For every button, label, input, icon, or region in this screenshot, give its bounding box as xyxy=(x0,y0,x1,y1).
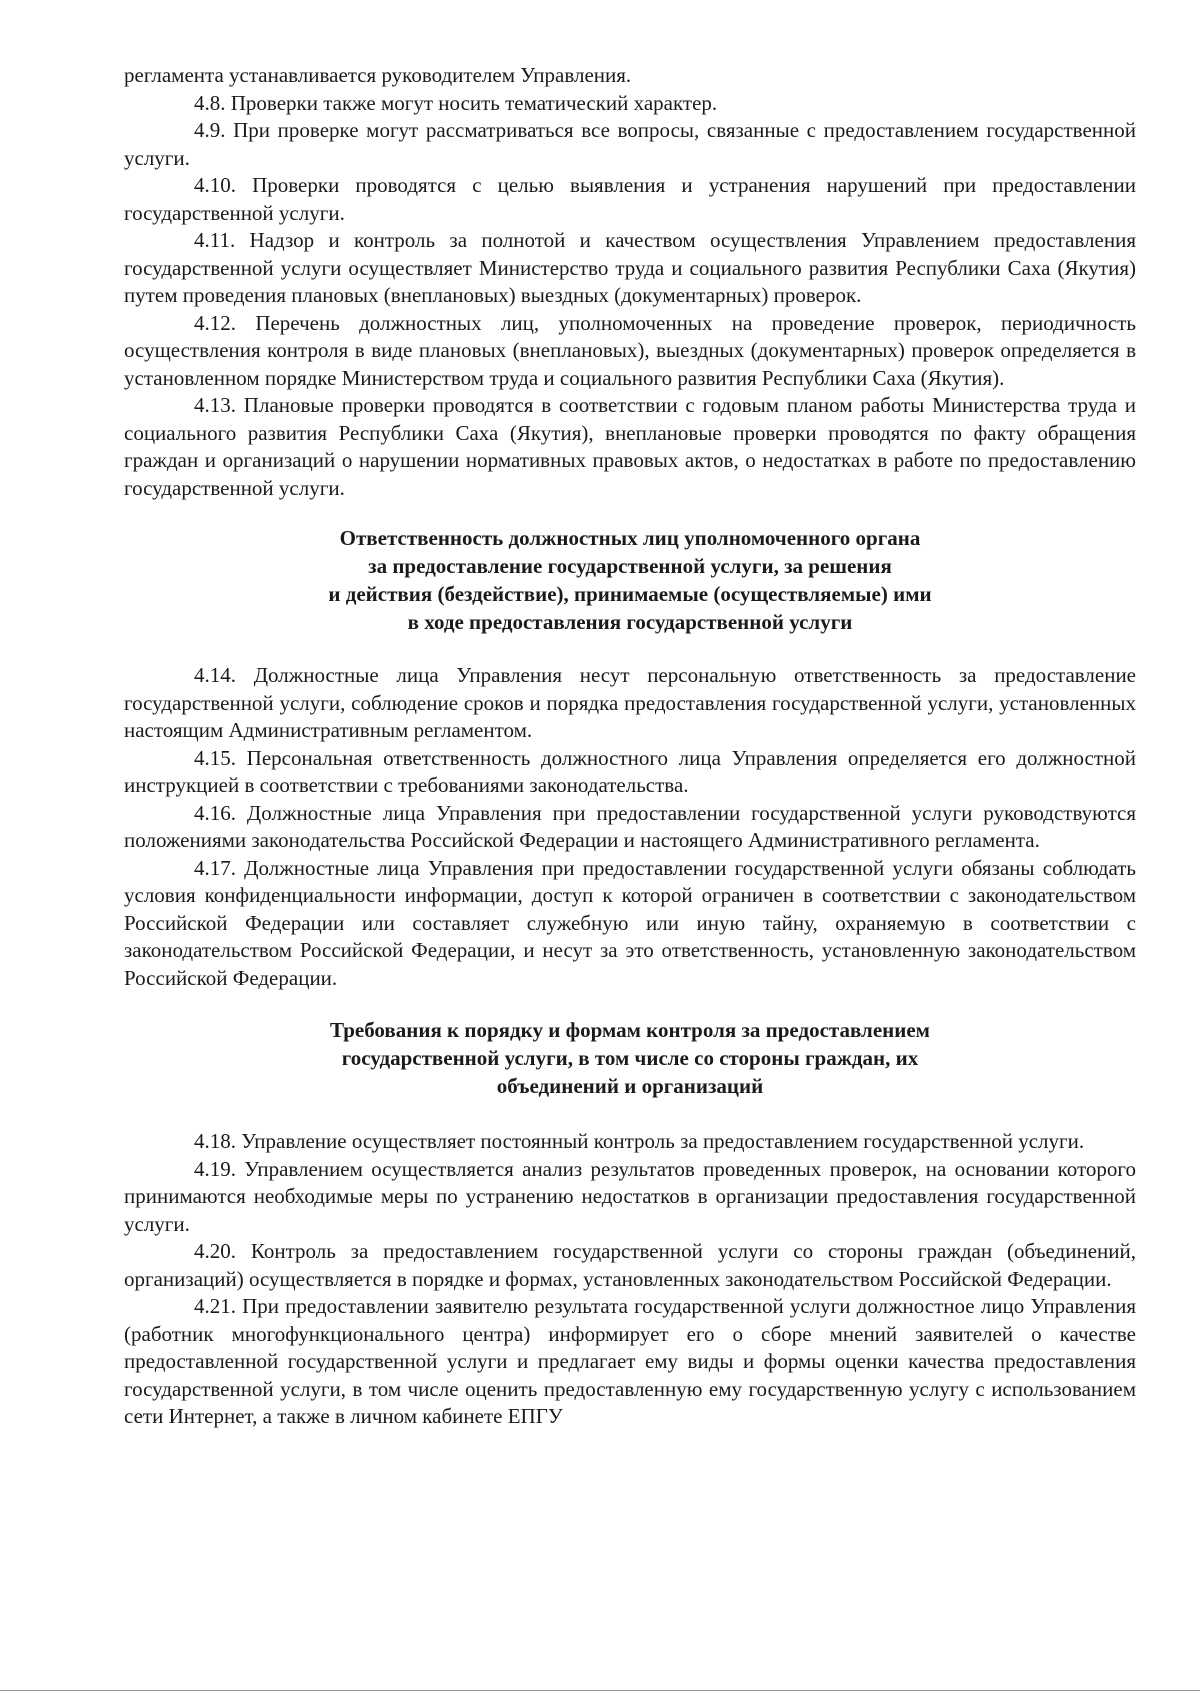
paragraph-4-12: 4.12. Перечень должностных лиц, уполномоченных на проведение проверок, периодичность осуществления контроля в виде плановых (внеплановых), выездных (документарных) проверок определяется в установленном порядке Министерством труда и социального развития Республики Саха (Якутия). xyxy=(124,310,1136,390)
heading-line: в ходе предоставления государственной услуги xyxy=(407,610,853,634)
section-heading-responsibility xyxy=(124,524,1136,636)
heading-line: Требования к порядку и формам контроля за предоставлением xyxy=(330,1018,930,1042)
paragraph-continuation: регламента устанавливается руководителем Управления. xyxy=(124,63,632,87)
paragraph-4-11: 4.11. Надзор и контроль за полнотой и качеством осуществления Управлением предоставления государственной услуги осуществляет Министерство труда и социального развития Республики Саха (Якутия) путем проведения плановых (внеплановых) выездных (документарных) проверок. xyxy=(124,228,1136,307)
heading-line: государственной услуги, в том числе со стороны граждан, их xyxy=(341,1046,919,1070)
paragraph-4-9: 4.9. При проверке могут рассматриваться все вопросы, связанные с предоставлением государственной услуги. xyxy=(124,118,1136,170)
paragraph-4-13: 4.13. Плановые проверки проводятся в соответствии с годовым планом работы Министерства труда и социального развития Республики Саха (Якутия), внеплановые проверки проводятся по факту обращения граждан и организаций о нарушении нормативных правовых актов, о недостатках в работе по предоставлению государственной услуги. xyxy=(124,393,1136,500)
paragraph-4-18: 4.18. Управление осуществляет постоянный контроль за предоставлением государственной услуги. xyxy=(194,1129,1085,1153)
paragraph-4-16: 4.16. Должностные лица Управления при предоставлении государственной услуги руководствуются положениями законодательства Российской Федерации и настоящего Административного регламента. xyxy=(124,800,1136,852)
paragraph-4-10: 4.10. Проверки проводятся с целью выявления и устранения нарушений при предоставлении государственной услуги. xyxy=(124,173,1136,225)
page-bottom-edge xyxy=(0,1690,1200,1691)
heading-line: за предоставление государственной услуги, за решения xyxy=(368,554,892,578)
paragraph-4-14: 4.14. Должностные лица Управления несут персональную ответственность за предоставление государственной услуги, соблюдение сроков и порядка предоставления государственной услуги, установленных настоящим Административным регламентом. xyxy=(124,663,1136,742)
paragraph-4-8: 4.8. Проверки также могут носить тематический характер. xyxy=(194,90,718,115)
paragraph-4-15: 4.15. Персональная ответственность должностного лица Управления определяется его должностной инструкцией в соответствии с требованиями законодательства. xyxy=(124,745,1136,797)
paragraph-4-19: 4.19. Управлением осуществляется анализ результатов проведенных проверок, на основании которого принимаются необходимые меры по устранению недостатков в организации предоставления государственной услуги. xyxy=(124,1156,1136,1236)
heading-line: объединений и организаций xyxy=(496,1074,764,1098)
paragraph-4-21: 4.21. При предоставлении заявителю результата государственной услуги должностное лицо Управления (работник многофункционального центра) информирует его о сборе мнений заявителей о качестве предоставленной государственной услуги и предлагает ему виды и формы оценки качества предоставления государственной услуги, в том числе оценить предоставленную ему государственную услугу с использованием сети Интернет, а также в личном кабинете ЕПГУ xyxy=(124,1294,1136,1428)
heading-line: Ответственность должностных лиц уполномоченного органа xyxy=(339,526,921,550)
heading-line: и действия (бездействие), принимаемые (осуществляемые) ими xyxy=(328,582,932,606)
section-heading-control-requirements xyxy=(124,1016,1136,1100)
document-page xyxy=(124,62,1136,1431)
paragraph-4-17: 4.17. Должностные лица Управления при предоставлении государственной услуги обязаны соблюдать условия конфиденциальности информации, доступ к которой ограничен в соответствии с законодательством Российской Федерации или составляет служебную или иную тайну, охраняемую в соответствии с законодательством Российской Федерации, и несут за это ответственность, установленную законодательством Российской Федерации. xyxy=(124,855,1136,990)
paragraph-4-20: 4.20. Контроль за предоставлением государственной услуги со стороны граждан (объединений, организаций) осуществляется в порядке и формах, установленных законодательством Российской Федерации. xyxy=(124,1239,1136,1291)
